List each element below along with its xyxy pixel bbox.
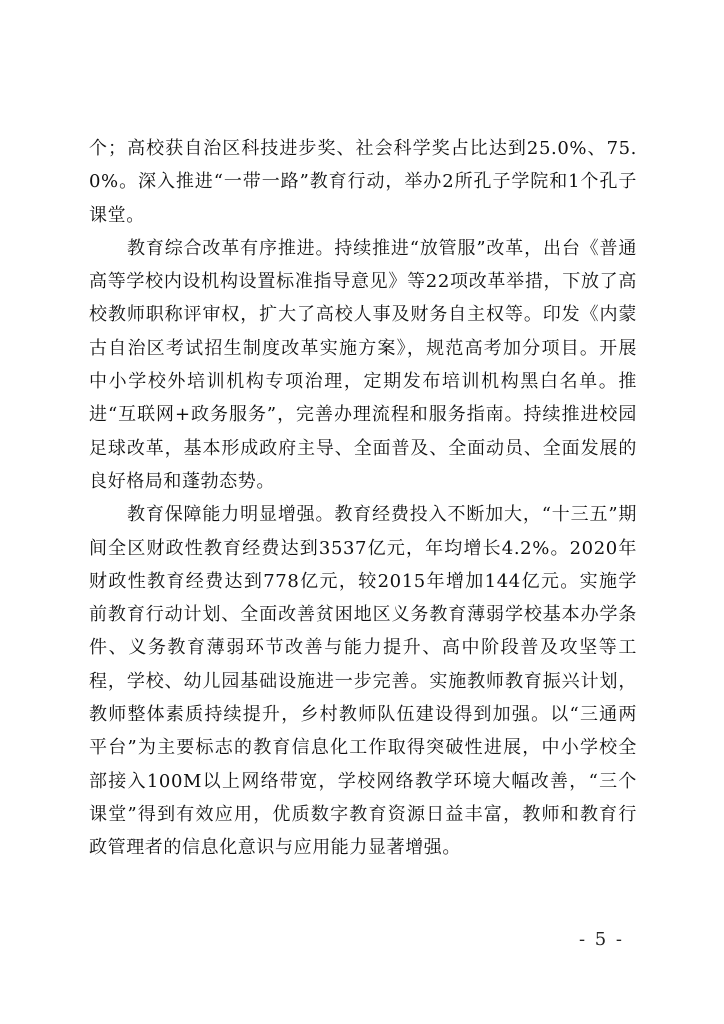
- paragraph-education-support: 教育保障能力明显增强。教育经费投入不断加大，“十三五”期间全区财政性教育经费达到3537亿元，年均增长4.2%。2020年财政性教育经费达到778亿元，较2015年增加144亿元。实施学前教育行动计划、全面改善贫困地区义务教育薄弱学校基本办学条件、义务教育薄弱环节改善与能力提升、高中阶段普及攻坚等工程，学校、幼儿园基础设施进一步完善。实施教师教育振兴计划，教师整体素质持续提升，乡村教师队伍建设得到加强。以“三通两平台”为主要标志的教育信息化工作取得突破性进展，中小学校全部接入100M以上网络带宽，学校网络教学环境大幅改善，“三个课堂”得到有效应用，优质数字教育资源日益丰富，教师和教育行政管理者的信息化意识与应用能力显著增强。: [89, 504, 637, 859]
- page-number: - 5 -: [578, 929, 624, 950]
- paragraph-continuation: 个；高校获自治区科技进步奖、社会科学奖占比达到25.0%、75.0%。深入推进“一带一路”教育行动，举办2所孔子学院和1个孔子课堂。: [89, 138, 637, 226]
- document-body: [89, 132, 637, 865]
- paragraph-education-reform: 教育综合改革有序推进。持续推进“放管服”改革，出台《普通高等学校内设机构设置标准指导意见》等22项改革举措，下放了高校教师职称评审权，扩大了高校人事及财务自主权等。印发《内蒙古自治区考试招生制度改革实施方案》，规范高考加分项目。开展中小学校外培训机构专项治理，定期发布培训机构黑白名单。推进“互联网+政务服务”，完善办理流程和服务指南。持续推进校园足球改革，基本形成政府主导、全面普及、全面动员、全面发展的良好格局和蓬勃态势。: [89, 237, 637, 492]
